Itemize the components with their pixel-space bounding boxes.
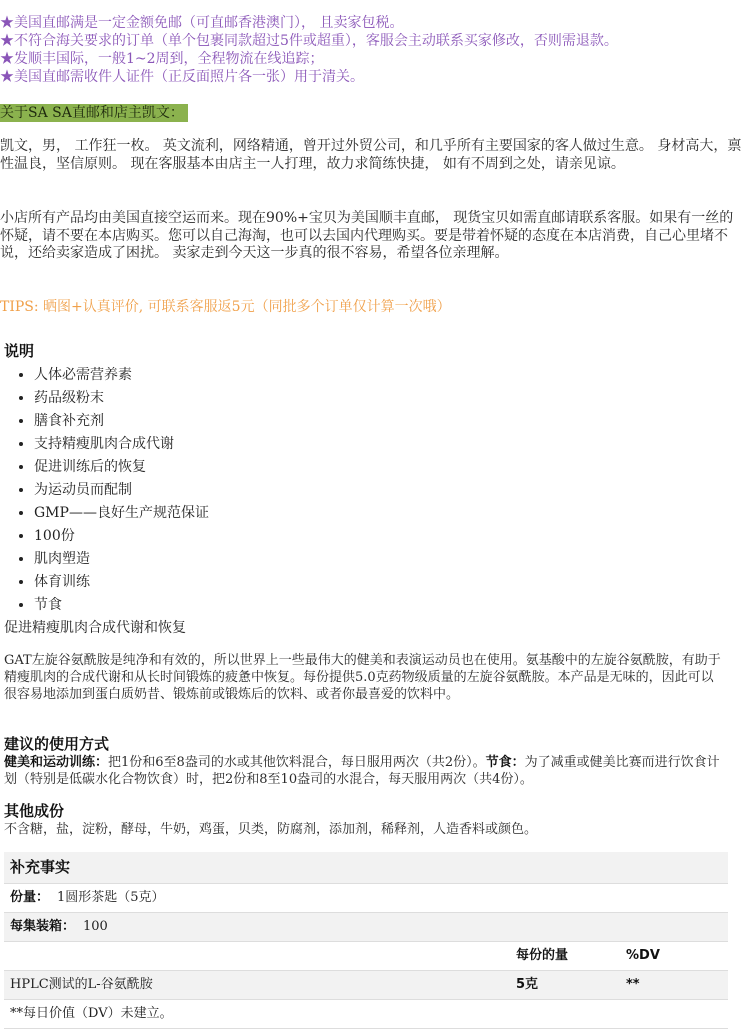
list-item: • 药品级粉末 <box>34 387 209 410</box>
ingredient-dv: ** <box>626 977 640 992</box>
list-item: • 100份 <box>34 525 209 548</box>
shipping-notice <box>0 14 740 86</box>
store-policy-paragraph: 小店所有产品均由美国直接空运而来。现在90%+宝贝为美国顺丰直邮， 现货宝贝如需直邮请联系客服。如果有一丝的怀疑，请不要在本店购买。您可以自己海淘，也可以去国内代理购买。要是带着怀疑的态度在本店消费，自己心里堵不说，还给卖家造成了困扰。 卖家走到今天这一步真的很不容易，希望各位亲理解。 <box>0 210 734 261</box>
ingredient-name: HPLC测试的L-谷氨酰胺 <box>10 977 153 992</box>
product-paragraph: GAT左旋谷氨酰胺是纯净和有效的，所以世界上一些最伟大的健美和表演运动员也在使用。氨基酸中的左旋谷氨酰胺，有助于精瘦肌肉的合成代谢和从长时间锻炼的疲惫中恢复。每份提供5.0克药物级质量的左旋谷氨酰胺。本产品是无味的，因此可以很容易地添加到蛋白质奶昔、锻炼前或锻炼后的饮料、或者你最喜爱的饮料中。 <box>4 653 721 702</box>
usage-heading: 建议的使用方式 <box>4 735 110 753</box>
list-item: • 体育训练 <box>34 571 209 594</box>
supplement-facts-table <box>4 852 728 1029</box>
list-item: • 肌肉塑造 <box>34 548 209 571</box>
ingredient-amount: 5克 <box>516 977 539 992</box>
serving-size-value: 1圆形茶匙（5克） <box>57 890 165 905</box>
notice-line: ★发顺丰国际，一般1~2周到，全程物流在线追踪； <box>0 51 324 67</box>
daily-value-header: %DV <box>626 948 660 963</box>
table-row <box>4 971 728 1000</box>
supplement-facts-title: 补充事实 <box>4 852 728 884</box>
list-item: • 支持精瘦肌肉合成代谢 <box>34 433 209 456</box>
about-owner-paragraph: 凯文，男， 工作狂一枚。 英文流利，网络精通，曾开过外贸公司，和几乎所有主要国家的客人做过生意。 身材高大，禀性温良，坚信原则。 现在客服基本由店主一人打理，故力求简练快捷， 如有不周到之处，请亲见谅。 <box>0 138 742 172</box>
daily-value-footnote: **每日价值（DV）未建立。 <box>4 1000 728 1029</box>
description-heading: 说明 <box>4 342 35 360</box>
tips-text: TIPS: 晒图+认真评价, 可联系客服返5元（同批多个订单仅计算一次哦） <box>0 299 451 315</box>
list-item: • 促进训练后的恢复 <box>34 456 209 479</box>
notice-line: ★不符合海关要求的订单（单个包裹同款超过5件或超重），客服会主动联系买家修改，否则需退款。 <box>0 33 618 49</box>
list-item: • 节食 <box>34 594 209 617</box>
usage-training-text: 把1份和6至8盎司的水或其他饮料混合，每日服用两次（共2份）。 <box>108 755 486 770</box>
table-header-row <box>4 942 728 971</box>
usage-diet-text: 为了减重或健美比赛而进行饮食计划（特别是低碳水化合物饮食）时，把2份和8至10盎司的水混合，每天服用两次（共4份）。 <box>4 755 720 787</box>
list-item: • 为运动员而配制 <box>34 479 209 502</box>
other-ingredients-heading: 其他成份 <box>4 802 65 820</box>
serving-size-row <box>4 884 728 913</box>
usage-diet-label: 节食： <box>485 755 525 770</box>
serving-size-label: 份量： <box>10 890 50 905</box>
usage-text <box>4 754 726 788</box>
servings-per-container-label: 每集装箱： <box>10 919 76 934</box>
servings-per-container-value: 100 <box>83 919 108 934</box>
amount-per-serving-header: 每份的量 <box>516 948 569 963</box>
about-store-badge: 关于SA SA直邮和店主凯文： <box>0 104 188 122</box>
usage-training-label: 健美和运动训练： <box>4 755 109 770</box>
servings-per-container-row <box>4 913 728 942</box>
description-summary: 促进精瘦肌肉合成代谢和恢复 <box>4 620 186 636</box>
notice-line: ★美国直邮需收件人证件（正反面照片各一张）用于清关。 <box>0 69 364 85</box>
list-item: • 人体必需营养素 <box>34 364 209 387</box>
other-ingredients-text: 不含糖，盐，淀粉，酵母，牛奶，鸡蛋，贝类，防腐剂，添加剂，稀释剂，人造香料或颜色。 <box>4 822 538 837</box>
list-item: • 膳食补充剂 <box>34 410 209 433</box>
list-item: • GMP——良好生产规范保证 <box>34 502 209 525</box>
notice-line: ★美国直邮满是一定金额免邮（可直邮香港澳门）， 且卖家包税。 <box>0 15 404 31</box>
feature-list <box>0 364 209 617</box>
